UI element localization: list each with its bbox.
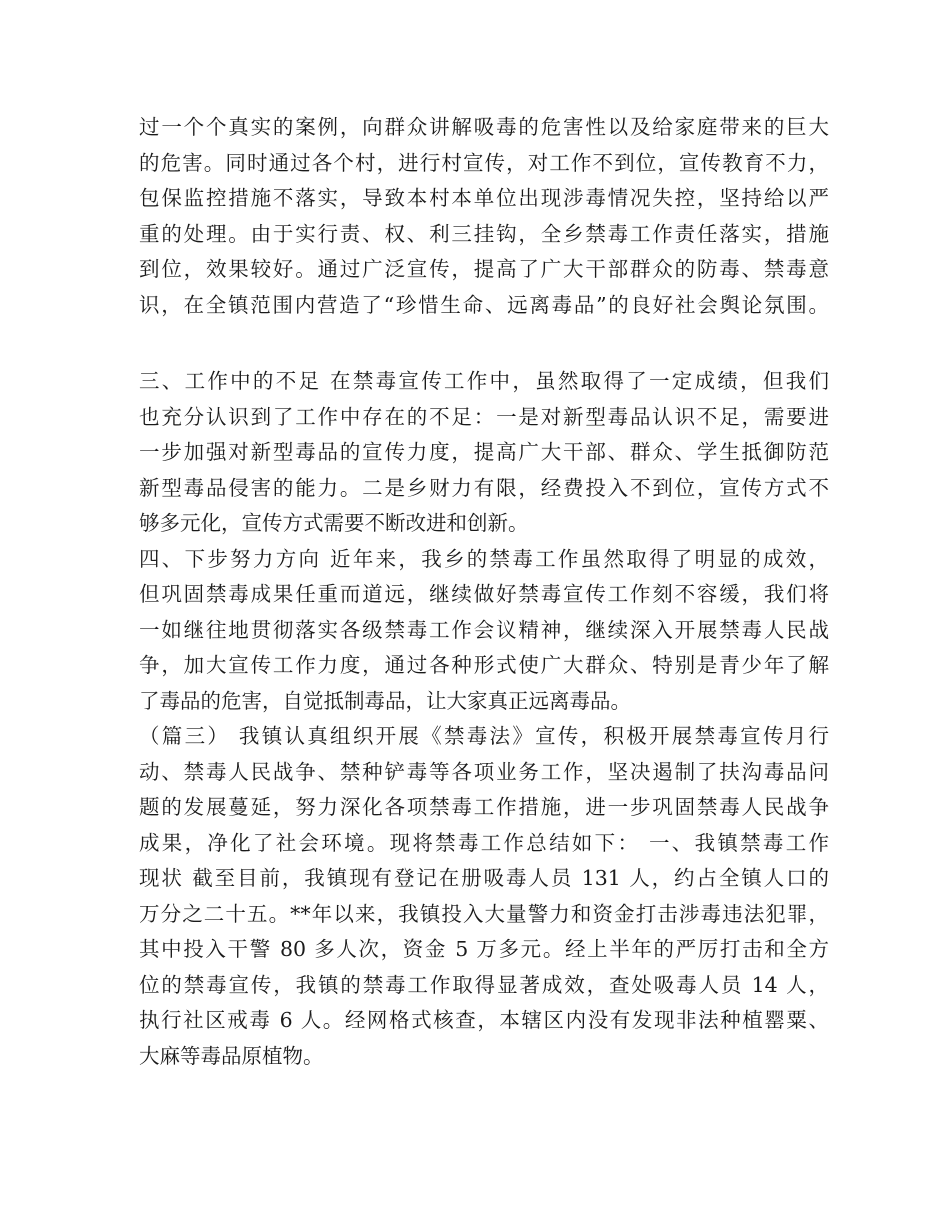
text-line: 争，加大宣传工作力度，通过各种形式使广大群众、特别是青少年了解 [139, 653, 829, 677]
text-line: 动、禁毒人民战争、禁种铲毒等各项业务工作，坚决遏制了扶沟毒品问 [139, 759, 829, 784]
text-line: 万分之二十五。**年以来，我镇投入大量警力和资金打击涉毒违法犯罪， [139, 901, 829, 926]
text-line: 其中投入干警 80 多人次，资金 5 万多元。经上半年的严厉打击和全方 [139, 937, 829, 961]
text-line: 大麻等毒品原植物。 [139, 1043, 324, 1068]
text-line: 包保监控措施不落实，导致本村本单位出现涉毒情况失控，坚持给以严 [139, 186, 829, 210]
text-line: 但巩固禁毒成果任重而道远，继续做好禁毒宣传工作刻不容缓，我们将 [139, 582, 829, 606]
text-line: 位的禁毒宣传，我镇的禁毒工作取得显著成效，查处吸毒人员 14 人， [139, 972, 829, 997]
text-line: 四、下步努力方向 近年来，我乡的禁毒工作虽然取得了明显的成效， [139, 546, 829, 571]
text-line: 题的发展蔓延，努力深化各项禁毒工作措施，进一步巩固禁毒人民战争 [139, 795, 829, 819]
text-line: 成果，净化了社会环境。现将禁毒工作总结如下： 一、我镇禁毒工作 [139, 830, 829, 855]
paragraph-block-2 [139, 364, 829, 1074]
paragraph-block-1 [139, 110, 829, 323]
text-line: 新型毒品侵害的能力。二是乡财力有限，经费投入不到位，宣传方式不 [139, 475, 829, 500]
text-line: 现状 截至目前，我镇现有登记在册吸毒人员 131 人，约占全镇人口的 [139, 866, 829, 890]
text-line: 也充分认识到了工作中存在的不足：一是对新型毒品认识不足，需要进 [139, 404, 829, 429]
text-line: 三、工作中的不足 在禁毒宣传工作中，虽然取得了一定成绩，但我们 [139, 369, 829, 393]
text-line: 了毒品的危害，自觉抵制毒品，让大家真正远离毒品。 [139, 688, 631, 713]
text-line: 过一个个真实的案例，向群众讲解吸毒的危害性以及给家庭带来的巨大 [139, 115, 829, 139]
text-line: （篇三） 我镇认真组织开展《禁毒法》宣传，积极开展禁毒宣传月行 [139, 724, 829, 748]
text-line: 一如继往地贯彻落实各级禁毒工作会议精神，继续深入开展禁毒人民战 [139, 617, 829, 642]
text-line: 识，在全镇范围内营造了“珍惜生命、远离毒品”的良好社会舆论氛围。 [139, 292, 829, 317]
text-line: 的危害。同时通过各个村，进行村宣传，对工作不到位，宣传教育不力， [139, 150, 829, 175]
text-line: 到位，效果较好。通过广泛宣传，提高了广大干部群众的防毒、禁毒意 [139, 257, 829, 281]
text-line: 重的处理。由于实行责、权、利三挂钩，全乡禁毒工作责任落实，措施 [139, 221, 829, 246]
text-line: 一步加强对新型毒品的宣传力度，提高广大干部、群众、学生抵御防范 [139, 440, 829, 464]
text-line: 够多元化，宣传方式需要不断改进和创新。 [139, 511, 529, 535]
text-line: 执行社区戒毒 6 人。经网格式核查，本辖区内没有发现非法种植罂粟、 [139, 1008, 829, 1032]
